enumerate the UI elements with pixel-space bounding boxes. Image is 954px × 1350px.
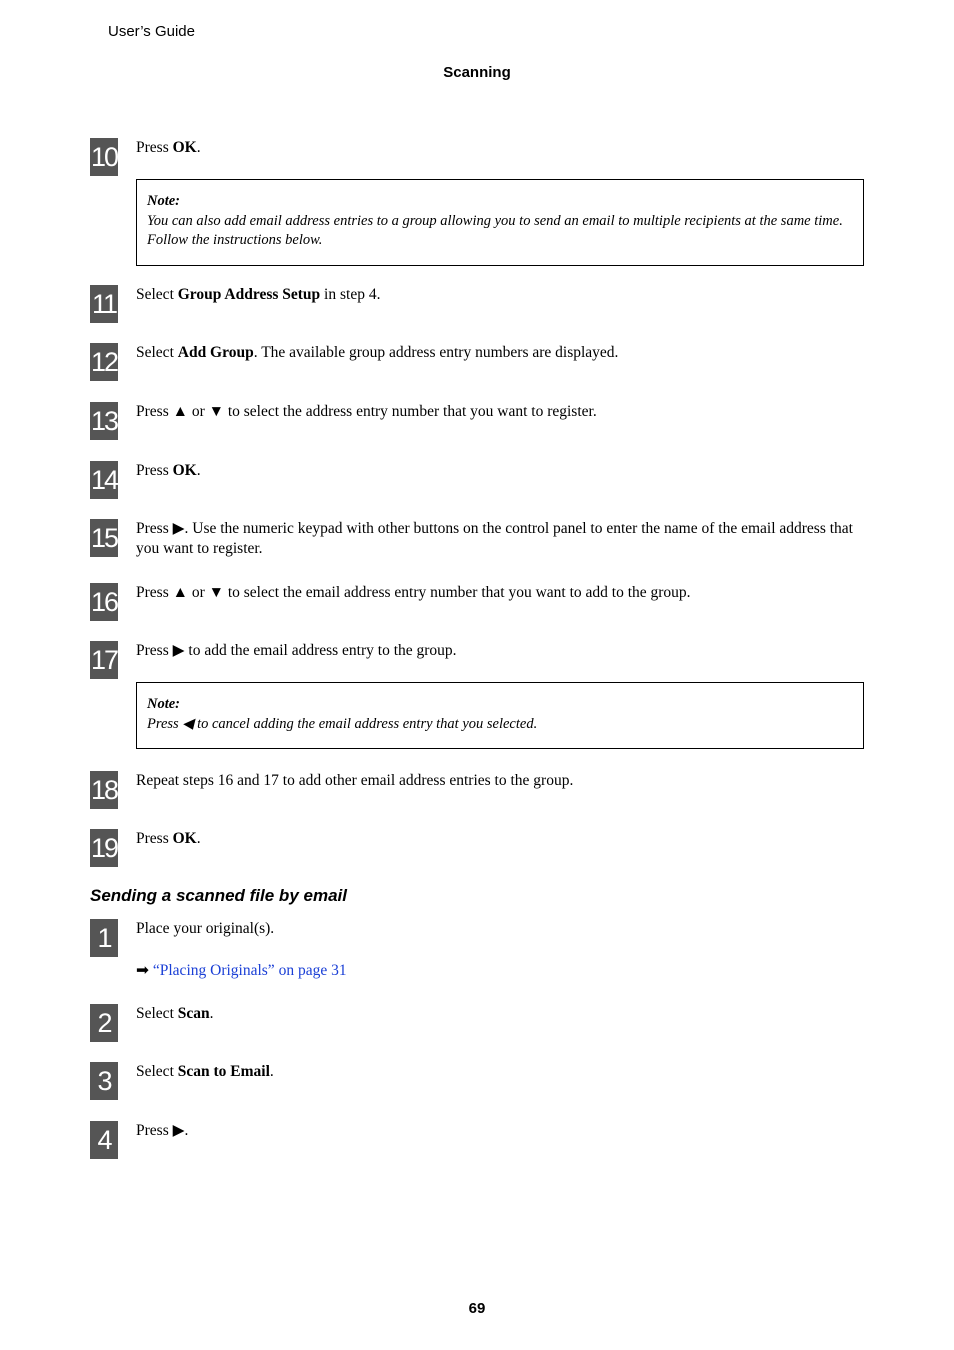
text-run: Place your original(s). <box>136 920 275 937</box>
step-number: 11 <box>90 285 118 323</box>
text-run: Select <box>136 286 178 303</box>
step-text <box>136 285 864 305</box>
step-text <box>136 1004 864 1024</box>
text-run: Press <box>136 830 173 847</box>
text-run: in step 4. <box>320 286 381 303</box>
bold-term: Add Group <box>177 344 254 361</box>
note-title: Note: <box>147 193 181 209</box>
text-run: Press ▲ or ▼ to select the email address entry number that you want to add to the group. <box>136 584 691 601</box>
text-run: Press <box>136 462 173 479</box>
text-run: Select <box>136 344 178 361</box>
cross-reference <box>136 961 347 980</box>
step-number: 4 <box>90 1121 118 1159</box>
step-text <box>136 829 864 849</box>
bold-term: Group Address Setup <box>177 286 321 303</box>
step-number: 3 <box>90 1062 118 1100</box>
page-number: 69 <box>468 1300 486 1317</box>
step-number: 15 <box>90 519 118 557</box>
text-run: Press ▶ to add the email address entry to the group. <box>136 642 457 659</box>
arrow-right-icon: ➡ <box>136 962 149 979</box>
bold-term: Scan to Email <box>177 1063 270 1080</box>
text-run: . <box>209 1005 214 1022</box>
step-text <box>136 519 864 559</box>
step-number: 19 <box>90 829 118 867</box>
bold-term: Scan <box>177 1005 210 1022</box>
step-number: 1 <box>90 919 118 957</box>
note-box <box>136 179 864 266</box>
text-run: Repeat steps 16 and 17 to add other email address entries to the group. <box>136 772 574 789</box>
text-run: Press ▲ or ▼ to select the address entry number that you want to register. <box>136 403 597 420</box>
step-number: 13 <box>90 402 118 440</box>
step-number: 2 <box>90 1004 118 1042</box>
step-text <box>136 343 864 363</box>
bold-term: OK <box>172 830 197 847</box>
note-title: Note: <box>147 696 181 712</box>
bold-term: OK <box>172 462 197 479</box>
text-run: . <box>269 1063 274 1080</box>
bold-term: OK <box>172 139 197 156</box>
text-run: . <box>196 830 201 847</box>
text-run: . The available group address entry numbers are displayed. <box>253 344 619 361</box>
step-number: 18 <box>90 771 118 809</box>
step-text <box>136 919 864 939</box>
note-text: Press ◀ to cancel adding the email address entry that you selected. <box>147 715 538 732</box>
text-run: Press ▶. <box>136 1122 189 1139</box>
step-text <box>136 402 864 422</box>
step-text <box>136 641 864 661</box>
text-run: Press <box>136 139 173 156</box>
step-number: 12 <box>90 343 118 381</box>
subsection-heading: Sending a scanned file by email <box>90 886 347 905</box>
placing-originals-link[interactable]: “Placing Originals” on page 31 <box>152 962 347 979</box>
text-run: . <box>196 462 201 479</box>
step-number: 10 <box>90 138 118 176</box>
note-text: You can also add email address entries to a group allowing you to send an email to multiple recipients at the same time. Follow the instructions below. <box>147 212 843 248</box>
step-text <box>136 1121 864 1141</box>
text-run: Select <box>136 1063 178 1080</box>
step-text <box>136 583 864 603</box>
step-text <box>136 1062 864 1082</box>
step-number: 17 <box>90 641 118 679</box>
note-box <box>136 682 864 749</box>
step-text <box>136 461 864 481</box>
step-number: 16 <box>90 583 118 621</box>
step-number: 14 <box>90 461 118 499</box>
section-title: Scanning <box>443 64 511 81</box>
text-run: . <box>196 139 201 156</box>
text-run: Select <box>136 1005 178 1022</box>
step-text <box>136 771 864 791</box>
document-title: User’s Guide <box>108 23 195 40</box>
text-run: Press ▶. Use the numeric keypad with other buttons on the control panel to enter the name of the email address that you want to register. <box>136 520 853 557</box>
step-text <box>136 138 864 158</box>
